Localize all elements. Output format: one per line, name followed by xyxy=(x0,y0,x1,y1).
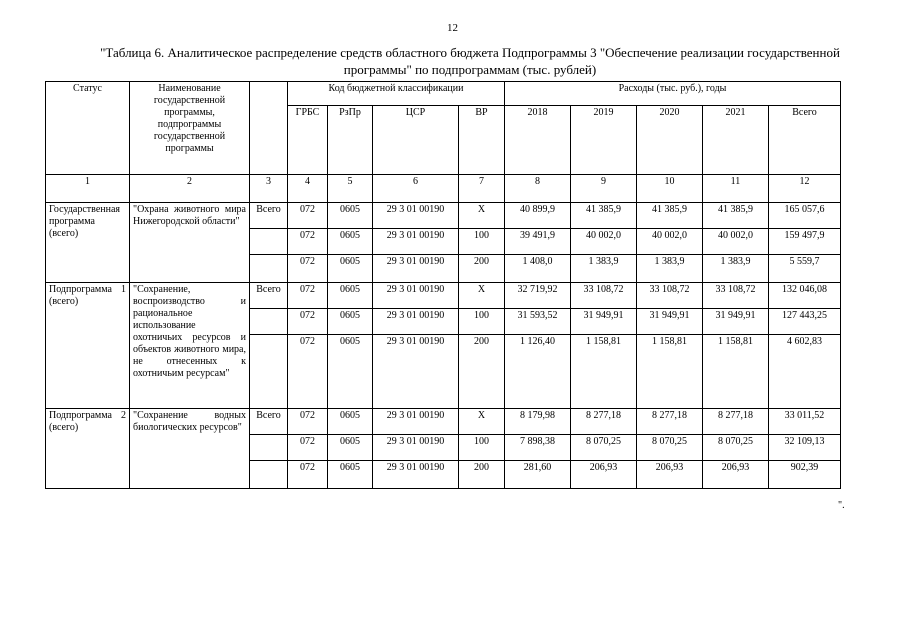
csr-cell: 29 3 01 00190 xyxy=(373,461,459,489)
grbs-cell: 072 xyxy=(288,309,328,335)
total-cell: 902,39 xyxy=(769,461,841,489)
value-2020-cell: 1 383,9 xyxy=(637,255,703,283)
value-2021-cell: 1 158,81 xyxy=(703,335,769,409)
value-2018-cell: 1 126,40 xyxy=(505,335,571,409)
csr-cell: 29 3 01 00190 xyxy=(373,409,459,435)
value-2018-cell: 281,60 xyxy=(505,461,571,489)
status-header: Статус xyxy=(46,82,130,175)
value-2018-cell: 32 719,92 xyxy=(505,283,571,309)
vr-cell: Х xyxy=(459,409,505,435)
row-label-cell xyxy=(250,435,288,461)
rzpr-cell: 0605 xyxy=(328,283,373,309)
value-2019-cell: 8 070,25 xyxy=(571,435,637,461)
csr-cell: 29 3 01 00190 xyxy=(373,335,459,409)
row-label-cell xyxy=(250,335,288,409)
vr-header: ВР xyxy=(459,106,505,175)
value-2021-cell: 8 277,18 xyxy=(703,409,769,435)
value-2019-cell: 33 108,72 xyxy=(571,283,637,309)
value-2021-cell: 8 070,25 xyxy=(703,435,769,461)
program-status-cell: Подпрограмма 1 (всего) xyxy=(46,283,130,409)
year-2020-header: 2020 xyxy=(637,106,703,175)
grbs-cell: 072 xyxy=(288,255,328,283)
vr-cell: Х xyxy=(459,203,505,229)
vr-cell: Х xyxy=(459,283,505,309)
total-cell: 132 046,08 xyxy=(769,283,841,309)
budget-table xyxy=(45,81,841,489)
column-number: 12 xyxy=(769,175,841,203)
row-label-cell: Всего xyxy=(250,283,288,309)
rzpr-cell: 0605 xyxy=(328,203,373,229)
value-2020-cell: 1 158,81 xyxy=(637,335,703,409)
total-cell: 32 109,13 xyxy=(769,435,841,461)
grbs-cell: 072 xyxy=(288,229,328,255)
value-2021-cell: 31 949,91 xyxy=(703,309,769,335)
row-label-cell xyxy=(250,309,288,335)
grbs-cell: 072 xyxy=(288,409,328,435)
vr-cell: 100 xyxy=(459,309,505,335)
column-number: 11 xyxy=(703,175,769,203)
column-number: 9 xyxy=(571,175,637,203)
csr-cell: 29 3 01 00190 xyxy=(373,229,459,255)
vr-cell: 100 xyxy=(459,229,505,255)
value-2019-cell: 1 158,81 xyxy=(571,335,637,409)
value-2021-cell: 1 383,9 xyxy=(703,255,769,283)
program-name-cell: "Сохранение водных биологических ресурсов" xyxy=(130,409,250,489)
vr-cell: 100 xyxy=(459,435,505,461)
table-row xyxy=(46,409,841,435)
year-2019-header: 2019 xyxy=(571,106,637,175)
column-number: 10 xyxy=(637,175,703,203)
row-label-cell xyxy=(250,255,288,283)
rzpr-cell: 0605 xyxy=(328,435,373,461)
rzpr-cell: 0605 xyxy=(328,335,373,409)
program-name-cell: "Сохранение, воспроизводство и рациональное использование охотничьих ресурсов и объектов животного мира, не отнесенных к охотничьим ресурсам" xyxy=(130,283,250,409)
total-cell: 4 602,83 xyxy=(769,335,841,409)
header-row-1 xyxy=(46,82,841,106)
value-2019-cell: 8 277,18 xyxy=(571,409,637,435)
total-header: Всего xyxy=(769,106,841,175)
value-2020-cell: 40 002,0 xyxy=(637,229,703,255)
label-header xyxy=(250,82,288,175)
csr-cell: 29 3 01 00190 xyxy=(373,255,459,283)
table-row xyxy=(46,203,841,229)
value-2021-cell: 41 385,9 xyxy=(703,203,769,229)
csr-cell: 29 3 01 00190 xyxy=(373,435,459,461)
rzpr-header: РзПр xyxy=(328,106,373,175)
column-number: 2 xyxy=(130,175,250,203)
value-2018-cell: 8 179,98 xyxy=(505,409,571,435)
value-2020-cell: 31 949,91 xyxy=(637,309,703,335)
vr-cell: 200 xyxy=(459,255,505,283)
column-number: 8 xyxy=(505,175,571,203)
column-number: 4 xyxy=(288,175,328,203)
column-number: 7 xyxy=(459,175,505,203)
value-2020-cell: 8 277,18 xyxy=(637,409,703,435)
value-2018-cell: 39 491,9 xyxy=(505,229,571,255)
rzpr-cell: 0605 xyxy=(328,255,373,283)
value-2018-cell: 31 593,52 xyxy=(505,309,571,335)
grbs-cell: 072 xyxy=(288,435,328,461)
table-title: "Таблица 6. Аналитическое распределение средств областного бюджета Подпрограммы 3 "Обеспечение реализации государственной программы" по подпрограммам (тыс. рублей) xyxy=(100,45,840,77)
name-header: Наименование государственной программы, подпрограммы государственной программы xyxy=(130,82,250,175)
total-cell: 5 559,7 xyxy=(769,255,841,283)
csr-cell: 29 3 01 00190 xyxy=(373,283,459,309)
value-2020-cell: 41 385,9 xyxy=(637,203,703,229)
rzpr-cell: 0605 xyxy=(328,409,373,435)
row-label-cell xyxy=(250,461,288,489)
table-row xyxy=(46,283,841,309)
grbs-header: ГРБС xyxy=(288,106,328,175)
value-2019-cell: 206,93 xyxy=(571,461,637,489)
column-number: 1 xyxy=(46,175,130,203)
value-2021-cell: 40 002,0 xyxy=(703,229,769,255)
expenses-header: Расходы (тыс. руб.), годы xyxy=(505,82,841,106)
value-2018-cell: 40 899,9 xyxy=(505,203,571,229)
row-label-cell: Всего xyxy=(250,203,288,229)
column-number: 5 xyxy=(328,175,373,203)
vr-cell: 200 xyxy=(459,335,505,409)
value-2018-cell: 1 408,0 xyxy=(505,255,571,283)
year-2018-header: 2018 xyxy=(505,106,571,175)
csr-header: ЦСР xyxy=(373,106,459,175)
value-2021-cell: 33 108,72 xyxy=(703,283,769,309)
page-number: 12 xyxy=(447,22,458,34)
program-status-cell: Государственная программа (всего) xyxy=(46,203,130,283)
rzpr-cell: 0605 xyxy=(328,461,373,489)
column-number: 3 xyxy=(250,175,288,203)
vr-cell: 200 xyxy=(459,461,505,489)
row-label-cell: Всего xyxy=(250,409,288,435)
column-number: 6 xyxy=(373,175,459,203)
value-2019-cell: 31 949,91 xyxy=(571,309,637,335)
year-2021-header: 2021 xyxy=(703,106,769,175)
total-cell: 165 057,6 xyxy=(769,203,841,229)
csr-cell: 29 3 01 00190 xyxy=(373,309,459,335)
value-2019-cell: 40 002,0 xyxy=(571,229,637,255)
program-name-cell: "Охрана животного мира Нижегородской области" xyxy=(130,203,250,283)
total-cell: 159 497,9 xyxy=(769,229,841,255)
value-2019-cell: 1 383,9 xyxy=(571,255,637,283)
total-cell: 33 011,52 xyxy=(769,409,841,435)
program-status-cell: Подпрограмма 2 (всего) xyxy=(46,409,130,489)
row-label-cell xyxy=(250,229,288,255)
grbs-cell: 072 xyxy=(288,203,328,229)
closing-quote: ". xyxy=(838,500,845,511)
value-2018-cell: 7 898,38 xyxy=(505,435,571,461)
column-numbers-row xyxy=(46,175,841,203)
value-2019-cell: 41 385,9 xyxy=(571,203,637,229)
budget-code-header: Код бюджетной классификации xyxy=(288,82,505,106)
grbs-cell: 072 xyxy=(288,461,328,489)
total-cell: 127 443,25 xyxy=(769,309,841,335)
value-2020-cell: 206,93 xyxy=(637,461,703,489)
grbs-cell: 072 xyxy=(288,335,328,409)
grbs-cell: 072 xyxy=(288,283,328,309)
rzpr-cell: 0605 xyxy=(328,309,373,335)
value-2020-cell: 8 070,25 xyxy=(637,435,703,461)
rzpr-cell: 0605 xyxy=(328,229,373,255)
value-2020-cell: 33 108,72 xyxy=(637,283,703,309)
csr-cell: 29 3 01 00190 xyxy=(373,203,459,229)
value-2021-cell: 206,93 xyxy=(703,461,769,489)
